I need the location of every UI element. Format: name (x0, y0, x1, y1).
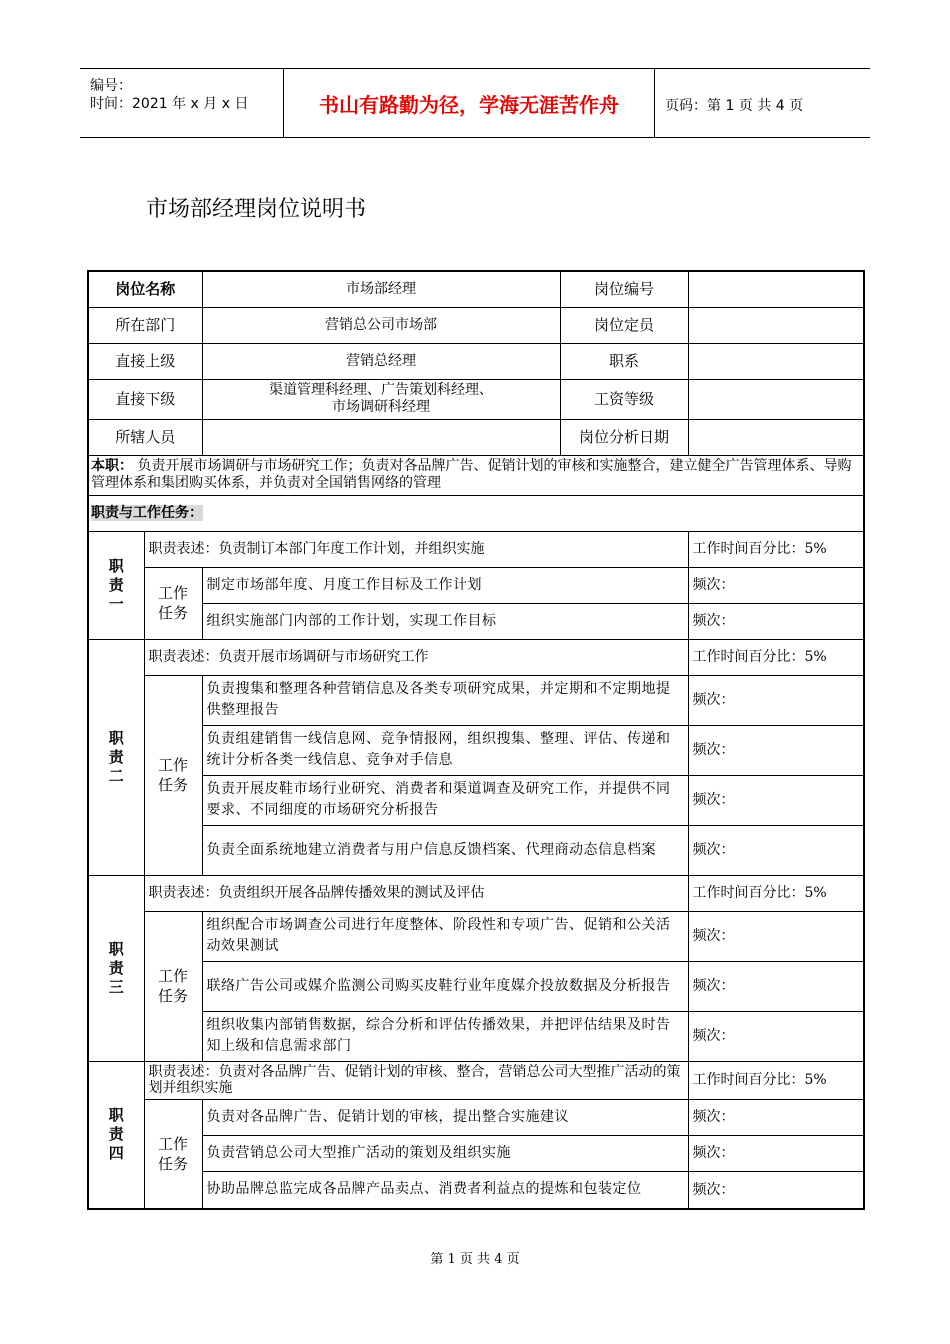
summary-text: 负责开展市场调研与市场研究工作；负责对各品牌广告、促销计划的审核和实施整合，建立健全广告管理体系、导购管理体系和集团购买体系，并负责对全国销售网络的管理 (91, 458, 852, 491)
work-task-label (144, 911, 202, 1061)
duty-time-percent: 工作时间百分比：5% (688, 531, 864, 567)
duty-name (88, 639, 144, 875)
work-task-label-line: 工作 (158, 967, 189, 985)
duty-name-char: 责 (108, 1125, 124, 1144)
job-description-table (87, 270, 865, 1210)
task-row (88, 567, 864, 603)
info-row (88, 419, 864, 455)
task-row (88, 911, 864, 961)
task-text: 制定市场部年度、月度工作目标及工作计划 (202, 567, 688, 603)
task-text: 组织实施部门内部的工作计划，实现工作目标 (202, 603, 688, 639)
work-task-label (144, 567, 202, 639)
duty-time-percent: 工作时间百分比：5% (688, 639, 864, 675)
task-text: 负责组建销售一线信息网、竞争情报网，组织搜集、整理、评估、传递和统计分析各类一线信息、竞争对手信息 (202, 725, 688, 775)
task-text: 联络广告公司或媒介监测公司购买皮鞋行业年度媒介投放数据及分析报告 (202, 961, 688, 1011)
task-frequency: 频次： (688, 825, 864, 875)
info-label: 直接下级 (88, 379, 202, 419)
document-title: 市场部经理岗位说明书 (146, 197, 367, 222)
summary-row (88, 455, 864, 495)
duty-description-row (88, 531, 864, 567)
task-row (88, 825, 864, 875)
info-value-line: 渠道管理科经理、广告策划科经理、 (269, 382, 494, 398)
duty-description: 职责表述：负责组织开展各品牌传播效果的测试及评估 (144, 875, 688, 911)
duty-name-char: 职 (108, 556, 124, 575)
info-value: 营销总公司市场部 (202, 307, 560, 343)
summary-label: 本职： (91, 458, 133, 474)
duty-name-char: 职 (108, 728, 124, 747)
task-row (88, 603, 864, 639)
task-text: 负责营销总公司大型推广活动的策划及组织实施 (202, 1135, 688, 1171)
duty-name-char: 责 (108, 575, 124, 594)
task-text: 负责对各品牌广告、促销计划的审核，提出整合实施建议 (202, 1099, 688, 1135)
task-row (88, 1011, 864, 1061)
info-value (688, 379, 864, 419)
info-value (688, 343, 864, 379)
info-row (88, 271, 864, 307)
task-frequency: 频次： (688, 1135, 864, 1171)
info-row (88, 379, 864, 419)
duties-header-cell (88, 495, 864, 531)
duty-description: 职责表述：负责对各品牌广告、促销计划的审核、整合，营销总公司大型推广活动的策划并组织实施 (144, 1061, 688, 1099)
info-value: 市场部经理 (202, 271, 560, 307)
summary-cell (88, 455, 864, 495)
work-task-label-line: 任务 (158, 987, 189, 1005)
info-value (688, 271, 864, 307)
task-frequency: 频次： (688, 961, 864, 1011)
task-frequency: 频次： (688, 775, 864, 825)
task-row (88, 1135, 864, 1171)
info-row (88, 307, 864, 343)
work-task-label-line: 工作 (158, 1134, 189, 1153)
task-row (88, 1171, 864, 1209)
duty-name (88, 875, 144, 1061)
duty-name-char: 二 (108, 766, 124, 785)
work-task-label-line: 任务 (158, 1154, 189, 1173)
info-label: 直接上级 (88, 343, 202, 379)
info-value (688, 419, 864, 455)
info-value-line: 市场调研科经理 (332, 399, 431, 415)
info-label: 岗位分析日期 (560, 419, 688, 455)
task-text: 组织收集内部销售数据，综合分析和评估传播效果，并把评估结果及时告知上级和信息需求部门 (202, 1011, 688, 1061)
task-text: 组织配合市场调查公司进行年度整体、阶段性和专项广告、促销和公关活动效果测试 (202, 911, 688, 961)
task-frequency: 频次： (688, 911, 864, 961)
duty-description: 职责表述：负责开展市场调研与市场研究工作 (144, 639, 688, 675)
duty-name-char: 职 (108, 1106, 124, 1125)
task-text: 负责开展皮鞋市场行业研究、消费者和渠道调查及研究工作，并提供不同要求、不同细度的市场研究分析报告 (202, 775, 688, 825)
number-label: 编号： (90, 78, 132, 94)
duty-description-row (88, 875, 864, 911)
task-frequency: 频次： (688, 725, 864, 775)
duty-name-char: 责 (108, 958, 124, 977)
duty-name (88, 1061, 144, 1209)
info-label: 所在部门 (88, 307, 202, 343)
duty-description-row (88, 1061, 864, 1099)
task-text: 负责搜集和整理各种营销信息及各类专项研究成果，并定期和不定期地提供整理报告 (202, 675, 688, 725)
time-label: 时间：2021 年 x 月 x 日 (90, 96, 249, 112)
info-label: 岗位编号 (560, 271, 688, 307)
task-frequency: 频次： (688, 1011, 864, 1061)
duty-name-char: 三 (108, 977, 124, 996)
info-row (88, 343, 864, 379)
work-task-label-line: 工作 (158, 756, 189, 774)
task-frequency: 频次： (688, 675, 864, 725)
info-label: 岗位名称 (88, 271, 202, 307)
task-row (88, 961, 864, 1011)
task-frequency: 频次： (688, 603, 864, 639)
duty-name-char: 一 (108, 594, 124, 613)
header-page-info: 页码：第 1 页 共 4 页 (665, 98, 804, 114)
header-meta (80, 69, 284, 137)
task-frequency: 频次： (688, 1171, 864, 1209)
duty-name-char: 四 (108, 1144, 124, 1163)
info-label: 职系 (560, 343, 688, 379)
duty-name-char: 责 (108, 747, 124, 766)
duties-header-row (88, 495, 864, 531)
task-row (88, 725, 864, 775)
task-frequency: 频次： (688, 1099, 864, 1135)
work-task-label-line: 工作 (158, 584, 189, 602)
task-text: 协助品牌总监完成各品牌产品卖点、消费者利益点的提炼和包装定位 (202, 1171, 688, 1209)
page-footer: 第 1 页 共 4 页 (430, 1252, 520, 1267)
duty-time-percent: 工作时间百分比：5% (688, 1061, 864, 1099)
duty-name (88, 531, 144, 639)
info-value (202, 379, 560, 419)
duty-time-percent: 工作时间百分比：5% (688, 875, 864, 911)
info-value: 营销总经理 (202, 343, 560, 379)
duty-description-row (88, 639, 864, 675)
task-row (88, 675, 864, 725)
task-text: 负责全面系统地建立消费者与用户信息反馈档案、代理商动态信息档案 (202, 825, 688, 875)
task-row (88, 1099, 864, 1135)
info-label: 岗位定员 (560, 307, 688, 343)
work-task-label-line: 任务 (158, 604, 189, 622)
info-label: 工资等级 (560, 379, 688, 419)
task-frequency: 频次： (688, 567, 864, 603)
duty-description: 职责表述：负责制订本部门年度工作计划，并组织实施 (144, 531, 688, 567)
info-value (688, 307, 864, 343)
info-value (202, 419, 560, 455)
work-task-label-line: 任务 (158, 776, 189, 794)
page-header (80, 68, 870, 138)
header-motto: 书山有路勤为径，学海无涯苦作舟 (284, 69, 655, 137)
info-label: 所辖人员 (88, 419, 202, 455)
duties-body (88, 531, 864, 1209)
task-row (88, 775, 864, 825)
duty-name-char: 职 (108, 939, 124, 958)
duties-header: 职责与工作任务： (91, 505, 203, 521)
work-task-label (144, 675, 202, 875)
work-task-label (144, 1099, 202, 1209)
